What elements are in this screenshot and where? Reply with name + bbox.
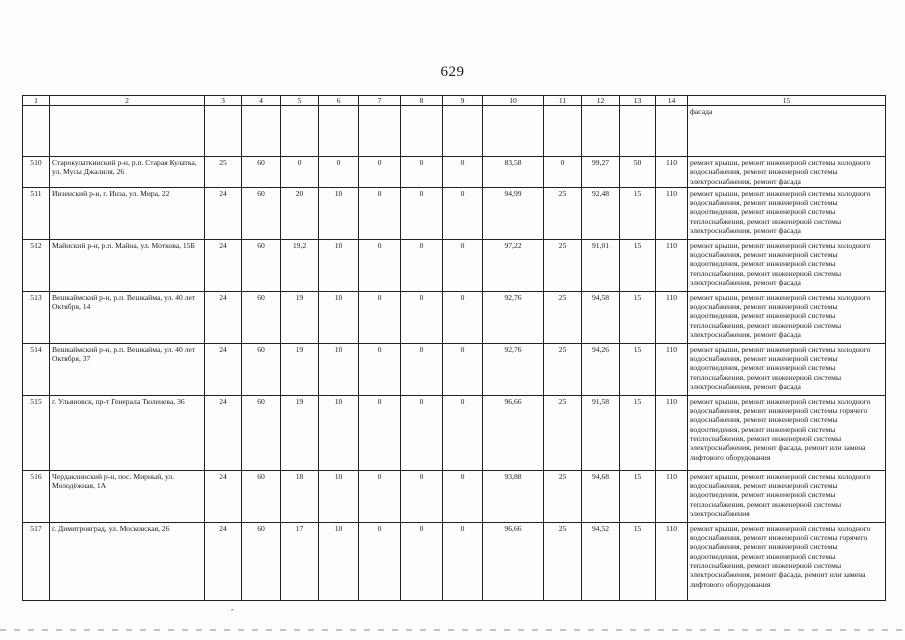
works-description-cell: ремонт крыши, ремонт инженерной системы холодного водоснабжения, ремонт инженерной системы водоотведения, ремонт инженерной системы теплоснабжения, ремонт инженерной системы электроснабжения, ремонт фасада — [688, 239, 886, 291]
value-cell-7: 0 — [359, 187, 401, 239]
works-description-cell: ремонт крыши, ремонт инженерной системы холодного водоснабжения, ремонт инженерной системы водоотведения, ремонт инженерной системы теплоснабжения, ремонт инженерной системы электроснабжения — [688, 470, 886, 522]
value-cell-6: 10 — [319, 239, 359, 291]
value-cell-9: 0 — [443, 291, 483, 343]
value-cell-11: 25 — [544, 470, 582, 522]
value-cell-7: 0 — [359, 470, 401, 522]
table-row — [23, 395, 886, 470]
value-cell-9: 0 — [443, 239, 483, 291]
works-description-cell: ремонт крыши, ремонт инженерной системы холодного водоснабжения, ремонт инженерной системы водоотведения, ремонт инженерной системы теплоснабжения, ремонт инженерной системы электроснабжения, ремонт фасада — [688, 187, 886, 239]
row-number-cell: 516 — [23, 470, 50, 522]
value-cell-3: 24 — [205, 522, 242, 600]
value-cell-5: 17 — [281, 522, 319, 600]
value-cell-4: 60 — [242, 395, 281, 470]
address-cell: Вешкаймский р-н, р.п. Вешкайма, ул. 40 лет Октября, 37 — [50, 343, 205, 395]
value-cell-12: 94,58 — [582, 291, 620, 343]
value-cell-5: 20 — [281, 187, 319, 239]
column-header-11: 11 — [544, 96, 582, 106]
row-number-cell: 515 — [23, 395, 50, 470]
value-cell-13: 15 — [620, 470, 656, 522]
row-number-cell: 517 — [23, 522, 50, 600]
page-number: 629 — [440, 64, 465, 80]
value-cell-12: 94,68 — [582, 470, 620, 522]
value-cell-14: 110 — [656, 187, 688, 239]
value-cell-13: 15 — [620, 291, 656, 343]
value-cell-3: 24 — [205, 343, 242, 395]
continuation-row — [23, 106, 886, 157]
value-cell-11: 25 — [544, 522, 582, 600]
value-cell-11: 25 — [544, 239, 582, 291]
value-cell-8: 0 — [401, 157, 443, 188]
column-header-8: 8 — [401, 96, 443, 106]
value-cell-13: 15 — [620, 343, 656, 395]
value-cell-12: 91,01 — [582, 239, 620, 291]
value-cell-7: 0 — [359, 522, 401, 600]
value-cell-5: 18 — [281, 470, 319, 522]
value-cell-10: 94,99 — [483, 187, 544, 239]
value-cell-12: 94,26 — [582, 343, 620, 395]
value-cell-4: 60 — [242, 291, 281, 343]
column-header-12: 12 — [582, 96, 620, 106]
value-cell-6: 10 — [319, 187, 359, 239]
value-cell-6: 10 — [319, 522, 359, 600]
column-header-14: 14 — [656, 96, 688, 106]
table-row — [23, 239, 886, 291]
table-row — [23, 470, 886, 522]
value-cell-9: 0 — [443, 343, 483, 395]
header-row — [23, 96, 886, 106]
value-cell-10: 92,76 — [483, 291, 544, 343]
value-cell-12: 94,52 — [582, 522, 620, 600]
value-cell-9: 0 — [443, 522, 483, 600]
value-cell-4: 60 — [242, 343, 281, 395]
address-cell: Старокулаткинский р-н, р.п. Старая Кулатка, ул. Мусы Джалиля, 26 — [50, 157, 205, 188]
value-cell-4: 60 — [242, 187, 281, 239]
value-cell-7: 0 — [359, 157, 401, 188]
value-cell-4: 60 — [242, 239, 281, 291]
address-cell: г. Димитровград, ул. Московская, 26 — [50, 522, 205, 600]
value-cell-3: 24 — [205, 239, 242, 291]
value-cell-10: 93,88 — [483, 470, 544, 522]
value-cell-6: 10 — [319, 291, 359, 343]
value-cell-9: 0 — [443, 187, 483, 239]
column-header-2: 2 — [50, 96, 205, 106]
works-description-cell: ремонт крыши, ремонт инженерной системы холодного водоснабжения, ремонт инженерной системы водоотведения, ремонт инженерной системы теплоснабжения, ремонт инженерной системы электроснабжения, ремонт фасада — [688, 291, 886, 343]
works-description-cell: ремонт крыши, ремонт инженерной системы холодного водоснабжения, ремонт инженерной системы водоотведения, ремонт инженерной системы теплоснабжения, ремонт инженерной системы электроснабжения, ремонт фасада — [688, 343, 886, 395]
value-cell-7: 0 — [359, 395, 401, 470]
table-row — [23, 522, 886, 600]
value-cell-5: 0 — [281, 157, 319, 188]
works-description-cell: ремонт крыши, ремонт инженерной системы холодного водоснабжения, ремонт инженерной системы горячего водоснабжения, ремонт инженерной системы водоотведения, ремонт инженерной системы теплоснабжения, ремонт инженерной системы электроснабжения, ремонт фасада, ремонт или замена лифтового оборудования — [688, 395, 886, 470]
value-cell-3: 24 — [205, 395, 242, 470]
works-description-cell: ремонт крыши, ремонт инженерной системы холодного водоснабжения, ремонт инженерной системы горячего водоснабжения, ремонт инженерной системы водоотведения, ремонт инженерной системы теплоснабжения, ремонт инженерной системы электроснабжения, ремонт фасада, ремонт или замена лифтового оборудования — [688, 522, 886, 600]
value-cell-3: 25 — [205, 157, 242, 188]
table-row — [23, 187, 886, 239]
value-cell-13: 15 — [620, 522, 656, 600]
column-header-4: 4 — [242, 96, 281, 106]
value-cell-10: 96,66 — [483, 395, 544, 470]
value-cell-13: 15 — [620, 239, 656, 291]
row-number-cell: 512 — [23, 239, 50, 291]
value-cell-7: 0 — [359, 239, 401, 291]
value-cell-6: 10 — [319, 395, 359, 470]
column-header-10: 10 — [483, 96, 544, 106]
value-cell-12: 91,58 — [582, 395, 620, 470]
value-cell-11: 0 — [544, 157, 582, 188]
column-header-5: 5 — [281, 96, 319, 106]
value-cell-4: 60 — [242, 157, 281, 188]
value-cell-10: 92,76 — [483, 343, 544, 395]
value-cell-4: 60 — [242, 470, 281, 522]
value-cell-12: 99,27 — [582, 157, 620, 188]
value-cell-7: 0 — [359, 291, 401, 343]
row-number-cell: 510 — [23, 157, 50, 188]
column-header-13: 13 — [620, 96, 656, 106]
address-cell: Вешкаймский р-н, р.п. Вешкайма, ул. 40 лет Октября, 14 — [50, 291, 205, 343]
value-cell-9: 0 — [443, 395, 483, 470]
column-header-6: 6 — [319, 96, 359, 106]
value-cell-4: 60 — [242, 522, 281, 600]
value-cell-10: 83,58 — [483, 157, 544, 188]
value-cell-11: 25 — [544, 343, 582, 395]
value-cell-8: 0 — [401, 291, 443, 343]
value-cell-9: 0 — [443, 157, 483, 188]
value-cell-8: 0 — [401, 395, 443, 470]
table-row — [23, 157, 886, 188]
value-cell-5: 19 — [281, 343, 319, 395]
value-cell-11: 25 — [544, 291, 582, 343]
address-cell: Инзенский р-н, г. Инза, ул. Мира, 22 — [50, 187, 205, 239]
row-number-cell: 511 — [23, 187, 50, 239]
value-cell-9: 0 — [443, 470, 483, 522]
value-cell-3: 24 — [205, 187, 242, 239]
value-cell-14: 110 — [656, 291, 688, 343]
value-cell-13: 50 — [620, 157, 656, 188]
works-description-cell: ремонт крыши, ремонт инженерной системы холодного водоснабжения, ремонт инженерной системы электроснабжения, ремонт фасада — [688, 157, 886, 188]
value-cell-5: 19 — [281, 395, 319, 470]
value-cell-8: 0 — [401, 522, 443, 600]
value-cell-3: 24 — [205, 470, 242, 522]
row-number-cell: 514 — [23, 343, 50, 395]
value-cell-6: 0 — [319, 157, 359, 188]
value-cell-14: 110 — [656, 157, 688, 188]
value-cell-10: 97,22 — [483, 239, 544, 291]
value-cell-5: 19 — [281, 291, 319, 343]
table-row — [23, 343, 886, 395]
scan-mark: - — [231, 605, 234, 614]
column-header-7: 7 — [359, 96, 401, 106]
column-header-15: 15 — [688, 96, 886, 106]
table-row — [23, 291, 886, 343]
value-cell-14: 110 — [656, 395, 688, 470]
column-header-3: 3 — [205, 96, 242, 106]
row-number-cell: 513 — [23, 291, 50, 343]
continuation-cell: фасада — [688, 106, 886, 157]
value-cell-14: 110 — [656, 343, 688, 395]
value-cell-14: 110 — [656, 239, 688, 291]
value-cell-3: 24 — [205, 291, 242, 343]
column-header-1: 1 — [23, 96, 50, 106]
value-cell-10: 96,66 — [483, 522, 544, 600]
address-cell: г. Ульяновск, пр-т Генерала Тюленева, 36 — [50, 395, 205, 470]
column-header-9: 9 — [443, 96, 483, 106]
value-cell-12: 92,48 — [582, 187, 620, 239]
value-cell-6: 10 — [319, 470, 359, 522]
address-cell: Майнский р-н, р.п. Майна, ул. Моткова, 15Б — [50, 239, 205, 291]
value-cell-13: 15 — [620, 395, 656, 470]
address-cell: Чердаклинский р-н, пос. Мирный, ул. Молодёжная, 1А — [50, 470, 205, 522]
value-cell-14: 110 — [656, 470, 688, 522]
value-cell-8: 0 — [401, 470, 443, 522]
value-cell-13: 15 — [620, 187, 656, 239]
value-cell-7: 0 — [359, 343, 401, 395]
value-cell-11: 25 — [544, 395, 582, 470]
repair-program-table — [22, 95, 886, 601]
value-cell-5: 19,2 — [281, 239, 319, 291]
value-cell-8: 0 — [401, 187, 443, 239]
value-cell-8: 0 — [401, 239, 443, 291]
value-cell-6: 10 — [319, 343, 359, 395]
value-cell-14: 110 — [656, 522, 688, 600]
value-cell-11: 25 — [544, 187, 582, 239]
scan-artifact-line — [0, 629, 905, 631]
value-cell-8: 0 — [401, 343, 443, 395]
